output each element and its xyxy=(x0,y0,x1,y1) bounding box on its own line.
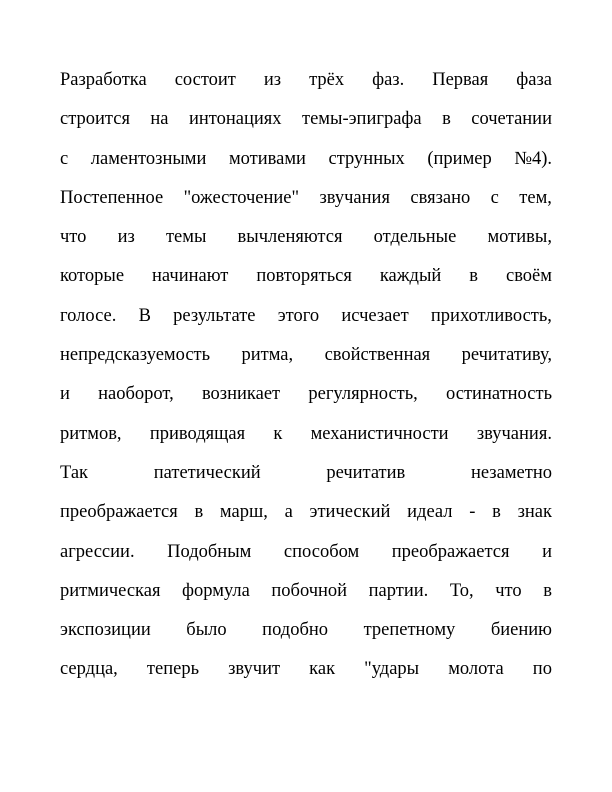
word: по xyxy=(532,659,552,680)
word: приводящая xyxy=(149,423,246,444)
word: (пример xyxy=(427,148,492,169)
word: тем, xyxy=(519,187,552,208)
text-line xyxy=(60,620,552,659)
text-line xyxy=(60,581,552,620)
word: интонациях xyxy=(188,109,282,130)
word: этический xyxy=(309,502,391,523)
word: формула xyxy=(182,580,250,601)
word: партии. xyxy=(368,580,429,601)
body-text xyxy=(60,70,552,699)
word: механистичности xyxy=(310,423,449,444)
word: результате xyxy=(173,305,256,326)
word: в xyxy=(469,266,479,287)
word: "ожесточение" xyxy=(183,187,300,208)
word: преображается xyxy=(60,502,178,523)
word: биению xyxy=(490,620,552,641)
text-line xyxy=(60,70,552,109)
word: В xyxy=(138,305,151,326)
word: ритма, xyxy=(241,345,294,366)
word: непредсказуемость xyxy=(60,345,211,366)
text-line xyxy=(60,424,552,463)
word: начинают xyxy=(152,266,229,287)
text-line xyxy=(60,188,552,227)
word: Подобным xyxy=(167,541,252,562)
word: с xyxy=(490,187,499,208)
word: на xyxy=(150,109,169,130)
word: Первая xyxy=(432,70,489,90)
text-line xyxy=(60,109,552,148)
word: и xyxy=(542,541,552,562)
word: темы-эпиграфа xyxy=(302,109,422,130)
word: Так xyxy=(60,462,89,483)
word: звучания. xyxy=(476,423,552,444)
word: фаза xyxy=(516,70,552,90)
word: вычленяются xyxy=(237,227,343,248)
word: ритмическая xyxy=(60,580,161,601)
word: агрессии. xyxy=(60,541,135,562)
word: побочной xyxy=(271,580,348,601)
word: которые xyxy=(60,266,125,287)
word: состоит xyxy=(174,70,236,90)
text-line xyxy=(60,227,552,266)
word: своём xyxy=(505,266,552,287)
word: что xyxy=(60,227,87,248)
text-line xyxy=(60,659,552,698)
word: в xyxy=(194,502,204,523)
word: повторяться xyxy=(256,266,352,287)
word: из xyxy=(263,70,282,90)
word: сердца, xyxy=(60,659,118,680)
text-line xyxy=(60,463,552,502)
word: мотивами xyxy=(228,148,306,169)
word: наоборот, xyxy=(98,384,174,405)
word: этого xyxy=(277,305,320,326)
word: - xyxy=(469,502,476,523)
word: фаз. xyxy=(372,70,405,90)
word: звучит xyxy=(228,659,281,680)
word: с xyxy=(60,148,69,169)
word: строится xyxy=(60,109,130,130)
text-line xyxy=(60,345,552,384)
word: экспозиции xyxy=(60,620,151,641)
word: незаметно xyxy=(470,462,552,483)
word: а xyxy=(284,502,293,523)
word: к xyxy=(273,423,283,444)
word: остинатность xyxy=(446,384,552,405)
word: из xyxy=(117,227,135,248)
word: голосе. xyxy=(60,305,117,326)
word: трепетному xyxy=(363,620,456,641)
word: возникает xyxy=(201,384,281,405)
word: звучания xyxy=(319,187,390,208)
word: каждый xyxy=(379,266,442,287)
text-line xyxy=(60,542,552,581)
word: струнных xyxy=(328,148,405,169)
word: способом xyxy=(283,541,360,562)
word: и xyxy=(60,384,70,405)
word: Разработка xyxy=(60,70,147,90)
word: мотивы, xyxy=(487,227,552,248)
word: ламентозными xyxy=(90,148,207,169)
word: речитатив xyxy=(326,462,406,483)
word: "удары xyxy=(364,659,420,680)
word: свойственная xyxy=(324,345,431,366)
text-line xyxy=(60,266,552,305)
word: То, xyxy=(449,580,474,601)
word: трёх xyxy=(309,70,345,90)
word: в xyxy=(492,502,501,523)
text-line xyxy=(60,384,552,423)
word: ритмов, xyxy=(60,423,122,444)
word: связано xyxy=(410,187,471,208)
word: регулярность, xyxy=(308,384,418,405)
word: Постепенное xyxy=(60,187,164,208)
word: подобно xyxy=(262,620,329,641)
word: речитативу, xyxy=(461,345,552,366)
word: №4). xyxy=(514,148,552,169)
text-line xyxy=(60,502,552,541)
text-line xyxy=(60,306,552,345)
word: патетический xyxy=(153,462,261,483)
word: в xyxy=(543,580,552,601)
text-line xyxy=(60,149,552,188)
word: идеал xyxy=(407,502,453,523)
word: темы xyxy=(165,227,207,248)
word: знак xyxy=(517,502,552,523)
word: было xyxy=(186,620,227,641)
word: теперь xyxy=(146,659,200,680)
word: марш, xyxy=(219,502,268,523)
word: молота xyxy=(448,659,504,680)
word: сочетании xyxy=(471,109,552,130)
word: как xyxy=(309,659,336,680)
word: отдельные xyxy=(373,227,457,248)
word: преображается xyxy=(391,541,510,562)
word: исчезает xyxy=(341,305,409,326)
word: что xyxy=(495,580,522,601)
word: прихотливость, xyxy=(430,305,552,326)
word: в xyxy=(442,109,451,130)
